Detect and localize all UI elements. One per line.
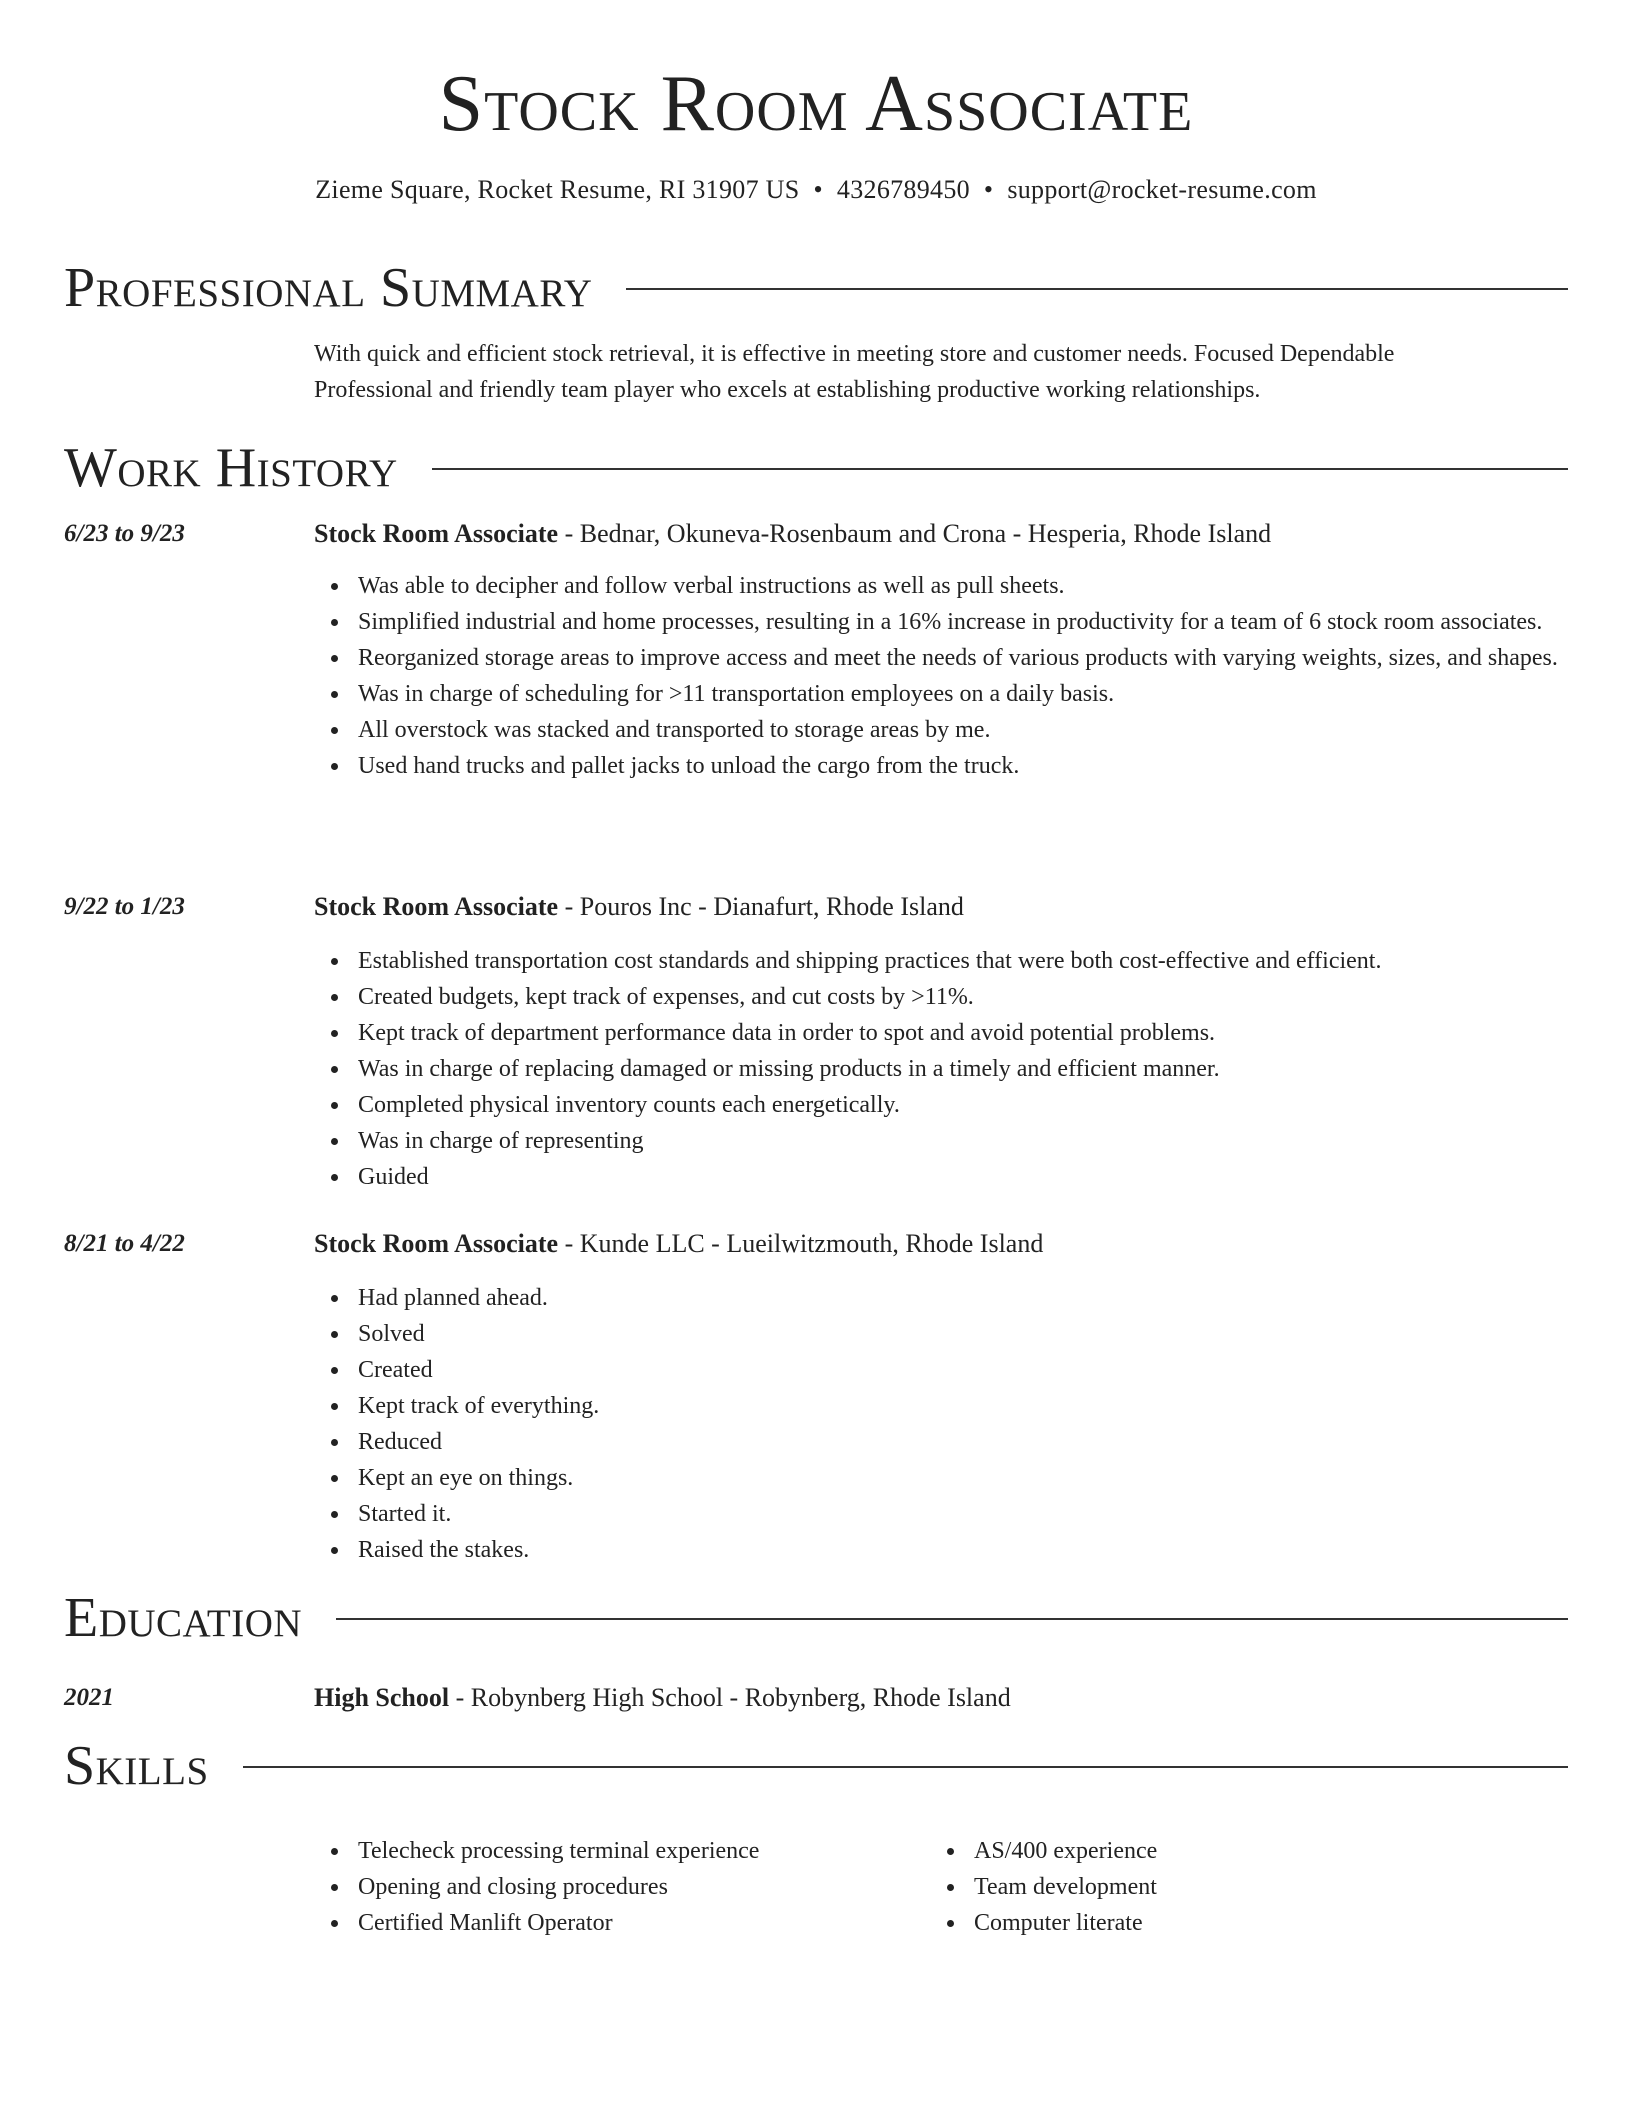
job-title: Stock Room Associate xyxy=(314,892,559,921)
list-item: Kept track of department performance data in order to spot and avoid potential problems. xyxy=(358,1015,1612,1051)
education-heading xyxy=(314,1680,1011,1716)
job-bullets xyxy=(314,1280,1612,1568)
contact-separator: • xyxy=(813,175,823,204)
resume-name: Stock Room Associate xyxy=(438,60,1194,148)
job-heading xyxy=(314,1226,1043,1262)
list-item: Was in charge of scheduling for >11 transportation employees on a daily basis. xyxy=(358,676,1612,712)
section-title: Education xyxy=(64,1587,303,1649)
list-item: Simplified industrial and home processes, resulting in a 16% increase in productivity for a team of 6 stock room associates. xyxy=(358,604,1612,640)
section-education-header xyxy=(64,1588,1568,1648)
education-year: 2021 xyxy=(64,1684,114,1711)
job-dates: 6/23 to 9/23 xyxy=(64,520,185,547)
job-details: - Pouros Inc - Dianafurt, Rhode Island xyxy=(558,892,964,921)
skill-item: Certified Manlift Operator xyxy=(358,1905,1612,1941)
list-item: Completed physical inventory counts each energetically. xyxy=(358,1087,1612,1123)
section-divider xyxy=(432,468,1568,470)
section-divider xyxy=(336,1618,1568,1620)
summary-text: With quick and efficient stock retrieval, it is effective in meeting store and customer needs. Focused Dependable Professional and friendly team player who excels at establishing productive working relationships. xyxy=(314,341,1395,403)
job-heading xyxy=(314,516,1271,552)
job-details: - Kunde LLC - Lueilwitzmouth, Rhode Island xyxy=(558,1229,1044,1258)
section-title: Skills xyxy=(64,1735,209,1797)
job-bullets xyxy=(314,943,1612,1195)
job-dates: 8/21 to 4/22 xyxy=(64,1230,185,1257)
section-divider xyxy=(626,288,1568,290)
education-details: - Robynberg High School - Robynberg, Rhode Island xyxy=(449,1683,1011,1712)
skills-list-right xyxy=(930,1833,1632,1941)
list-item: Was able to decipher and follow verbal instructions as well as pull sheets. xyxy=(358,568,1612,604)
list-item: Had planned ahead. xyxy=(358,1280,1612,1316)
skill-item: Telecheck processing terminal experience xyxy=(358,1833,1612,1869)
section-title: Work History xyxy=(64,437,398,499)
job-title: Stock Room Associate xyxy=(314,519,559,548)
section-work-header xyxy=(64,438,1568,498)
job-heading xyxy=(314,889,964,925)
list-item: All overstock was stacked and transported to storage areas by me. xyxy=(358,712,1612,748)
list-item: Reduced xyxy=(358,1424,1612,1460)
skill-item: Computer literate xyxy=(974,1905,1632,1941)
education-degree: High School xyxy=(314,1683,450,1712)
list-item: Established transportation cost standards and shipping practices that were both cost-effective and efficient. xyxy=(358,943,1612,979)
list-item: Raised the stakes. xyxy=(358,1532,1612,1568)
job-title: Stock Room Associate xyxy=(314,1229,559,1258)
contact-phone: 4326789450 xyxy=(836,175,970,204)
list-item: Created xyxy=(358,1352,1612,1388)
contact-separator: • xyxy=(983,175,994,204)
contact-email: support@rocket-resume.com xyxy=(1007,175,1317,204)
list-item: Solved xyxy=(358,1316,1612,1352)
contact-address: Zieme Square, Rocket Resume, RI 31907 US xyxy=(315,175,800,204)
list-item: Reorganized storage areas to improve access and meet the needs of various products with varying weights, sizes, and shapes. xyxy=(358,640,1612,676)
contact-line xyxy=(64,173,1568,207)
section-summary-header xyxy=(64,258,1568,318)
section-skills-header xyxy=(64,1736,1568,1796)
skill-item: AS/400 experience xyxy=(974,1833,1632,1869)
list-item: Kept track of everything. xyxy=(358,1388,1612,1424)
list-item: Kept an eye on things. xyxy=(358,1460,1612,1496)
list-item: Guided xyxy=(358,1159,1612,1195)
job-bullets xyxy=(314,568,1612,784)
section-divider xyxy=(243,1766,1568,1768)
list-item: Created budgets, kept track of expenses, and cut costs by >11%. xyxy=(358,979,1612,1015)
list-item: Was in charge of replacing damaged or missing products in a timely and efficient manner. xyxy=(358,1051,1612,1087)
job-details: - Bednar, Okuneva-Rosenbaum and Crona - Hesperia, Rhode Island xyxy=(558,519,1272,548)
skill-item: Opening and closing procedures xyxy=(358,1869,1612,1905)
skill-item: Team development xyxy=(974,1869,1632,1905)
list-item: Was in charge of representing xyxy=(358,1123,1612,1159)
section-title: Professional Summary xyxy=(64,257,593,319)
list-item: Used hand trucks and pallet jacks to unload the cargo from the truck. xyxy=(358,748,1612,784)
job-dates: 9/22 to 1/23 xyxy=(64,893,185,920)
list-item: Started it. xyxy=(358,1496,1612,1532)
